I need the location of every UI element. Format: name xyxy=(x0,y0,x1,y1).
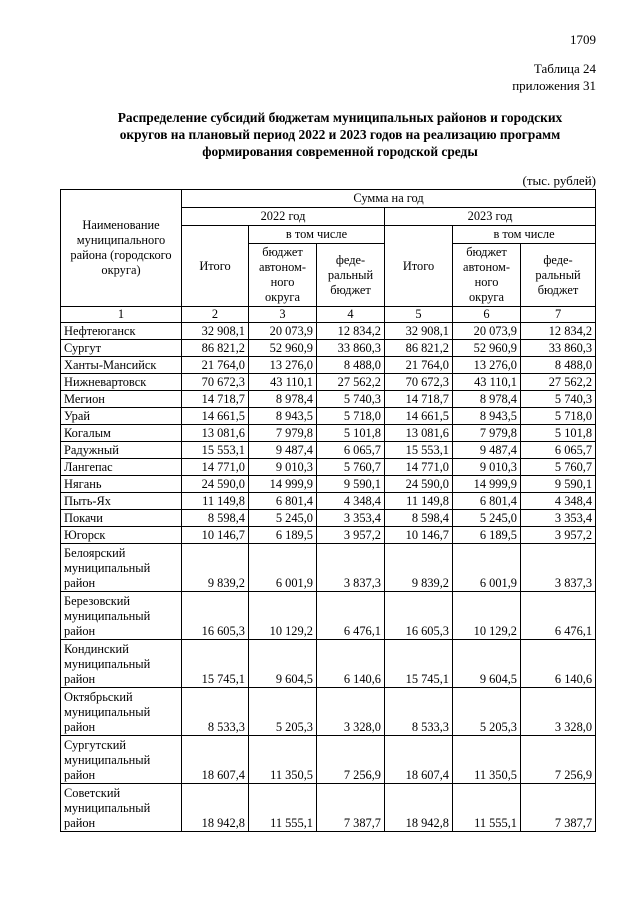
row-value: 8 533,3 xyxy=(385,688,453,736)
row-value: 18 942,8 xyxy=(182,784,249,832)
row-value: 15 553,1 xyxy=(182,442,249,459)
row-value: 9 590,1 xyxy=(521,476,596,493)
title-line1: Распределение субсидий бюджетам муниципальных районов и городских xyxy=(117,110,563,125)
table-reference xyxy=(512,60,596,94)
header-year-2023: 2023 год xyxy=(385,208,596,226)
row-value: 7 387,7 xyxy=(521,784,596,832)
document-title xyxy=(60,109,620,160)
row-value: 43 110,1 xyxy=(249,374,317,391)
row-name: Югорск xyxy=(61,527,182,544)
row-value: 12 834,2 xyxy=(521,323,596,340)
row-value: 18 942,8 xyxy=(385,784,453,832)
row-name: Лангепас xyxy=(61,459,182,476)
row-value: 27 562,2 xyxy=(521,374,596,391)
row-value: 5 101,8 xyxy=(521,425,596,442)
row-value: 15 745,1 xyxy=(182,640,249,688)
row-name: Ханты-Мансийск xyxy=(61,357,182,374)
header-fed-budget-2022: феде-ральный бюджет xyxy=(317,244,385,307)
row-value: 14 718,7 xyxy=(182,391,249,408)
row-value: 6 140,6 xyxy=(317,640,385,688)
row-value: 10 146,7 xyxy=(385,527,453,544)
row-name: Белоярский муниципальный район xyxy=(61,544,182,592)
row-value: 6 801,4 xyxy=(249,493,317,510)
row-value: 7 256,9 xyxy=(521,736,596,784)
row-value: 86 821,2 xyxy=(385,340,453,357)
row-name: Нягань xyxy=(61,476,182,493)
row-value: 6 001,9 xyxy=(453,544,521,592)
row-value: 70 672,3 xyxy=(182,374,249,391)
row-name: Кондинский муниципальный район xyxy=(61,640,182,688)
row-value: 11 350,5 xyxy=(249,736,317,784)
title-line2: округов на плановый период 2022 и 2023 годов на реализацию программ xyxy=(119,127,561,142)
row-value: 52 960,9 xyxy=(453,340,521,357)
row-value: 8 978,4 xyxy=(249,391,317,408)
row-value: 9 604,5 xyxy=(249,640,317,688)
table-row xyxy=(61,442,596,459)
row-value: 11 555,1 xyxy=(249,784,317,832)
row-value: 3 837,3 xyxy=(521,544,596,592)
row-value: 8 598,4 xyxy=(385,510,453,527)
row-value: 6 065,7 xyxy=(317,442,385,459)
table-row xyxy=(61,391,596,408)
row-value: 33 860,3 xyxy=(521,340,596,357)
row-value: 14 771,0 xyxy=(385,459,453,476)
row-value: 7 979,8 xyxy=(249,425,317,442)
header-total-2023: Итого xyxy=(385,226,453,307)
row-value: 9 590,1 xyxy=(317,476,385,493)
row-name: Мегион xyxy=(61,391,182,408)
col-number: 5 xyxy=(385,307,453,323)
row-value: 3 957,2 xyxy=(317,527,385,544)
table-row xyxy=(61,357,596,374)
row-value: 5 245,0 xyxy=(249,510,317,527)
header-sum: Сумма на год xyxy=(182,190,596,208)
table-row xyxy=(61,784,596,832)
row-value: 6 801,4 xyxy=(453,493,521,510)
row-value: 8 598,4 xyxy=(182,510,249,527)
row-name: Березовский муниципальный район xyxy=(61,592,182,640)
row-value: 11 555,1 xyxy=(453,784,521,832)
row-value: 52 960,9 xyxy=(249,340,317,357)
row-value: 8 488,0 xyxy=(521,357,596,374)
row-value: 20 073,9 xyxy=(249,323,317,340)
row-value: 14 661,5 xyxy=(182,408,249,425)
row-name: Когалым xyxy=(61,425,182,442)
row-value: 3 353,4 xyxy=(317,510,385,527)
row-value: 7 256,9 xyxy=(317,736,385,784)
row-value: 7 387,7 xyxy=(317,784,385,832)
row-value: 24 590,0 xyxy=(182,476,249,493)
row-value: 7 979,8 xyxy=(453,425,521,442)
row-value: 6 140,6 xyxy=(521,640,596,688)
row-value: 70 672,3 xyxy=(385,374,453,391)
row-value: 8 978,4 xyxy=(453,391,521,408)
row-value: 15 745,1 xyxy=(385,640,453,688)
row-value: 13 081,6 xyxy=(385,425,453,442)
row-value: 10 129,2 xyxy=(453,592,521,640)
row-value: 10 146,7 xyxy=(182,527,249,544)
header-fed-budget-2023: феде-ральный бюджет xyxy=(521,244,596,307)
row-value: 6 189,5 xyxy=(453,527,521,544)
row-value: 3 328,0 xyxy=(317,688,385,736)
row-value: 6 001,9 xyxy=(249,544,317,592)
row-value: 13 276,0 xyxy=(453,357,521,374)
row-name: Советский муниципальный район xyxy=(61,784,182,832)
header-auto-budget-2022: бюджет автоном-ного округа xyxy=(249,244,317,307)
units-label: (тыс. рублей) xyxy=(522,173,596,188)
row-value: 16 605,3 xyxy=(385,592,453,640)
row-value: 3 353,4 xyxy=(521,510,596,527)
row-value: 11 149,8 xyxy=(182,493,249,510)
row-value: 3 328,0 xyxy=(521,688,596,736)
table-row xyxy=(61,425,596,442)
row-name: Пыть-Ях xyxy=(61,493,182,510)
row-value: 27 562,2 xyxy=(317,374,385,391)
table-row xyxy=(61,592,596,640)
row-value: 15 553,1 xyxy=(385,442,453,459)
row-value: 14 771,0 xyxy=(182,459,249,476)
row-value: 6 065,7 xyxy=(521,442,596,459)
row-value: 5 740,3 xyxy=(317,391,385,408)
header-including-2022: в том числе xyxy=(249,226,385,244)
table-row xyxy=(61,476,596,493)
header-year-2022: 2022 год xyxy=(182,208,385,226)
row-name: Сургут xyxy=(61,340,182,357)
row-name: Покачи xyxy=(61,510,182,527)
table-row xyxy=(61,640,596,688)
row-value: 6 476,1 xyxy=(521,592,596,640)
row-value: 5 205,3 xyxy=(249,688,317,736)
row-value: 5 718,0 xyxy=(317,408,385,425)
col-number: 4 xyxy=(317,307,385,323)
row-value: 33 860,3 xyxy=(317,340,385,357)
row-value: 12 834,2 xyxy=(317,323,385,340)
row-value: 24 590,0 xyxy=(385,476,453,493)
row-value: 20 073,9 xyxy=(453,323,521,340)
table-body xyxy=(61,323,596,832)
row-value: 21 764,0 xyxy=(182,357,249,374)
row-value: 5 718,0 xyxy=(521,408,596,425)
table-row xyxy=(61,340,596,357)
col-number: 7 xyxy=(521,307,596,323)
row-value: 9 487,4 xyxy=(249,442,317,459)
row-value: 9 839,2 xyxy=(385,544,453,592)
row-value: 9 604,5 xyxy=(453,640,521,688)
row-value: 13 276,0 xyxy=(249,357,317,374)
table-row xyxy=(61,544,596,592)
row-value: 43 110,1 xyxy=(453,374,521,391)
row-value: 3 837,3 xyxy=(317,544,385,592)
table-ref-line1: Таблица 24 xyxy=(533,61,596,76)
row-value: 21 764,0 xyxy=(385,357,453,374)
row-value: 9 487,4 xyxy=(453,442,521,459)
row-value: 9 010,3 xyxy=(453,459,521,476)
table-ref-line2: приложения 31 xyxy=(512,78,596,93)
row-value: 18 607,4 xyxy=(182,736,249,784)
table-row xyxy=(61,688,596,736)
row-name: Радужный xyxy=(61,442,182,459)
header-including-2023: в том числе xyxy=(453,226,596,244)
col-number: 6 xyxy=(453,307,521,323)
table-row xyxy=(61,493,596,510)
header-total-2022: Итого xyxy=(182,226,249,307)
table-row xyxy=(61,323,596,340)
row-value: 5 760,7 xyxy=(521,459,596,476)
table-row xyxy=(61,374,596,391)
col-number: 2 xyxy=(182,307,249,323)
row-value: 8 943,5 xyxy=(453,408,521,425)
row-value: 5 740,3 xyxy=(521,391,596,408)
row-value: 6 476,1 xyxy=(317,592,385,640)
row-value: 14 661,5 xyxy=(385,408,453,425)
row-value: 4 348,4 xyxy=(521,493,596,510)
row-name: Урай xyxy=(61,408,182,425)
row-value: 10 129,2 xyxy=(249,592,317,640)
row-value: 86 821,2 xyxy=(182,340,249,357)
row-value: 5 101,8 xyxy=(317,425,385,442)
row-value: 3 957,2 xyxy=(521,527,596,544)
row-value: 9 839,2 xyxy=(182,544,249,592)
row-value: 11 149,8 xyxy=(385,493,453,510)
row-value: 4 348,4 xyxy=(317,493,385,510)
row-value: 9 010,3 xyxy=(249,459,317,476)
title-line3: формирования современной городской среды xyxy=(202,144,478,159)
row-value: 13 081,6 xyxy=(182,425,249,442)
row-value: 5 760,7 xyxy=(317,459,385,476)
row-value: 32 908,1 xyxy=(182,323,249,340)
subsidy-table xyxy=(60,189,596,832)
row-name: Сургутский муниципальный район xyxy=(61,736,182,784)
row-value: 14 718,7 xyxy=(385,391,453,408)
row-value: 11 350,5 xyxy=(453,736,521,784)
row-value: 8 943,5 xyxy=(249,408,317,425)
row-value: 8 533,3 xyxy=(182,688,249,736)
row-value: 14 999,9 xyxy=(453,476,521,493)
table-row xyxy=(61,459,596,476)
row-value: 5 205,3 xyxy=(453,688,521,736)
row-value: 5 245,0 xyxy=(453,510,521,527)
row-value: 14 999,9 xyxy=(249,476,317,493)
row-value: 8 488,0 xyxy=(317,357,385,374)
table-row xyxy=(61,408,596,425)
row-value: 32 908,1 xyxy=(385,323,453,340)
col-number: 1 xyxy=(61,307,182,323)
table-row xyxy=(61,510,596,527)
row-name: Октябрьский муниципальный район xyxy=(61,688,182,736)
header-auto-budget-2023: бюджет автоном-ного округа xyxy=(453,244,521,307)
row-name: Нижневартовск xyxy=(61,374,182,391)
header-name: Наименование муниципального района (городского округа) xyxy=(61,190,182,307)
table-row xyxy=(61,527,596,544)
row-value: 6 189,5 xyxy=(249,527,317,544)
row-name: Нефтеюганск xyxy=(61,323,182,340)
table-row xyxy=(61,736,596,784)
col-number: 3 xyxy=(249,307,317,323)
page-number: 1709 xyxy=(570,32,596,47)
row-value: 16 605,3 xyxy=(182,592,249,640)
row-value: 18 607,4 xyxy=(385,736,453,784)
